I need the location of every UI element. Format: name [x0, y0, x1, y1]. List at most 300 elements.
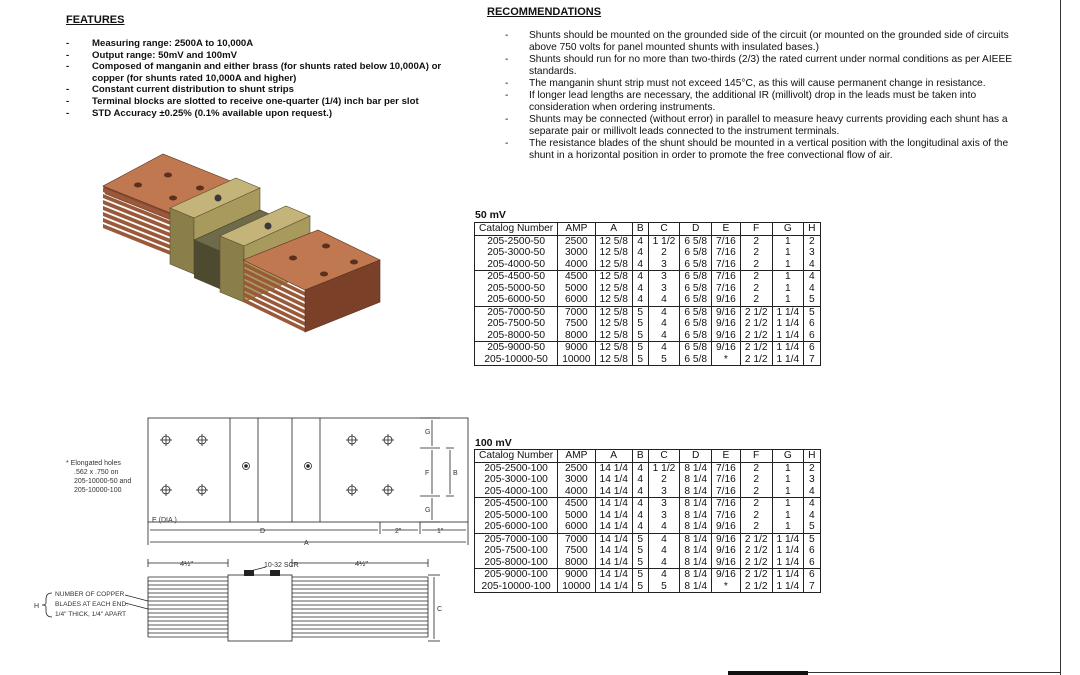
table-cell: 4	[648, 557, 680, 569]
table-cell: 205-9000-100	[475, 569, 558, 581]
table-cell: 6	[804, 569, 820, 581]
table-cell: 7/16	[712, 474, 741, 486]
table-cell: 2	[648, 247, 680, 259]
table-cell: 4	[648, 569, 680, 581]
table-row	[475, 545, 821, 557]
table-cell: 12 5/8	[595, 235, 632, 247]
table-cell: 4	[648, 533, 680, 545]
table-cell: 4500	[558, 271, 595, 283]
table-cell: 205-2500-50	[475, 235, 558, 247]
table-cell: 3	[804, 247, 820, 259]
footer-bar	[728, 671, 808, 675]
table-row	[475, 533, 821, 545]
table-cell: 205-8000-50	[475, 330, 558, 342]
table-cell: 6	[804, 342, 820, 354]
dim-label-g-bottom: G	[425, 507, 431, 514]
recommendation-item: - If longer lead lengths are necessary, the additional IR (millivolt) drop in the leads must be taken into consideration when ordering instruments.	[505, 90, 1035, 114]
column-header: A	[595, 450, 632, 463]
table-cell: 7/16	[712, 283, 741, 295]
table-cell: 2	[740, 294, 772, 306]
column-header: A	[595, 223, 632, 236]
table-cell: 2 1/2	[740, 545, 772, 557]
table-cell: 4	[648, 318, 680, 330]
dim-label-2in: 2"	[395, 528, 402, 535]
table-cell: 9/16	[712, 557, 741, 569]
table-cell: 9/16	[712, 342, 741, 354]
table-cell: 6 5/8	[680, 247, 712, 259]
table-cell: 205-5000-100	[475, 510, 558, 522]
table-cell: 2 1/2	[740, 330, 772, 342]
table-cell: 1 1/2	[648, 462, 680, 474]
table-cell: 7	[804, 581, 820, 593]
table-cell: 12 5/8	[595, 271, 632, 283]
table-cell: 2	[804, 235, 820, 247]
table-cell: 205-4500-100	[475, 498, 558, 510]
elongated-note-line-2: .562 x .750 on	[74, 469, 119, 476]
table-cell: 205-7500-100	[475, 545, 558, 557]
table-cell: 14 1/4	[595, 569, 632, 581]
table-cell: 8 1/4	[680, 510, 712, 522]
table-cell: 6	[804, 318, 820, 330]
table-cell: 1	[772, 283, 804, 295]
table-cell: 1 1/4	[772, 354, 804, 366]
dim-label-e: E (DIA.)	[152, 517, 177, 524]
table-row	[475, 247, 821, 259]
table-cell: 1 1/2	[648, 235, 680, 247]
table-cell: 14 1/4	[595, 557, 632, 569]
table-cell: 205-5000-50	[475, 283, 558, 295]
table-cell: 7/16	[712, 498, 741, 510]
table-cell: 4	[632, 462, 648, 474]
row-group	[475, 533, 821, 569]
table-cell: 205-7000-100	[475, 533, 558, 545]
table-cell: 4	[632, 247, 648, 259]
table-cell: 5	[632, 306, 648, 318]
table-cell: 5	[632, 330, 648, 342]
table-cell: 4	[632, 486, 648, 498]
table-cell: 5	[632, 569, 648, 581]
table-cell: 5	[632, 318, 648, 330]
table-cell: 4	[648, 521, 680, 533]
table-cell: 9/16	[712, 569, 741, 581]
table-cell: 1	[772, 271, 804, 283]
table-cell: 4000	[558, 486, 595, 498]
table-cell: 7	[804, 354, 820, 366]
table-cell: 205-9000-50	[475, 342, 558, 354]
table-cell: 2	[740, 510, 772, 522]
recommendation-item: - The manganin shunt strip must not exceed 145°C, as this will cause permanent change in resistance.	[505, 78, 1035, 90]
column-header: G	[772, 450, 804, 463]
table-row	[475, 581, 821, 593]
table-cell: 205-3000-50	[475, 247, 558, 259]
table-cell: 2 1/2	[740, 557, 772, 569]
table-cell: 205-7500-50	[475, 318, 558, 330]
table-cell: 5	[804, 533, 820, 545]
table-row	[475, 235, 821, 247]
column-header: H	[804, 450, 820, 463]
table-cell: 8 1/4	[680, 521, 712, 533]
blade-note-line-1: NUMBER OF COPPER	[55, 591, 125, 598]
table-cell: 4	[632, 498, 648, 510]
row-group	[475, 462, 821, 498]
dim-label-1in: 1"	[437, 528, 444, 535]
table-50mv-title: 50 mV	[475, 209, 506, 221]
table-cell: 4	[804, 271, 820, 283]
table-cell: 2500	[558, 462, 595, 474]
table-cell: 7/16	[712, 271, 741, 283]
blade-note-line-2: BLADES AT EACH END.	[55, 601, 129, 608]
table-cell: 6 5/8	[680, 283, 712, 295]
table-cell: 14 1/4	[595, 474, 632, 486]
table-cell: 12 5/8	[595, 283, 632, 295]
table-cell: 5	[648, 354, 680, 366]
table-cell: 14 1/4	[595, 521, 632, 533]
table-cell: 2 1/2	[740, 354, 772, 366]
table-cell: 4	[804, 498, 820, 510]
table-cell: 7/16	[712, 510, 741, 522]
table-cell: 3	[648, 283, 680, 295]
table-row	[475, 569, 821, 581]
table-cell: 4	[804, 510, 820, 522]
table-cell: 6 5/8	[680, 235, 712, 247]
table-row	[475, 510, 821, 522]
feature-item: - Terminal blocks are slotted to receive one-quarter (1/4) inch bar per slot	[66, 96, 466, 108]
table-row	[475, 306, 821, 318]
table-cell: 14 1/4	[595, 533, 632, 545]
column-header: C	[648, 223, 680, 236]
table-cell: 5000	[558, 510, 595, 522]
recommendations-heading: RECOMMENDATIONS	[487, 6, 602, 18]
table-cell: 8000	[558, 557, 595, 569]
table-cell: 9/16	[712, 545, 741, 557]
table-cell: 5	[648, 581, 680, 593]
column-header: E	[712, 223, 741, 236]
table-cell: 14 1/4	[595, 486, 632, 498]
row-group	[475, 342, 821, 366]
dim-label-b: B	[453, 470, 458, 477]
table-cell: 4	[632, 510, 648, 522]
table-cell: 4	[632, 283, 648, 295]
recommendation-item: - The resistance blades of the shunt should be mounted in a vertical position with the longitudinal axis of the shunt in a horizontal position in order to promote the free convectional flow of air.	[505, 138, 1035, 162]
table-cell: 1 1/4	[772, 557, 804, 569]
table-cell: 7/16	[712, 247, 741, 259]
table-cell: 2	[740, 521, 772, 533]
table-cell: 1	[772, 294, 804, 306]
table-cell: 8 1/4	[680, 486, 712, 498]
table-row	[475, 462, 821, 474]
column-header: F	[740, 450, 772, 463]
table-cell: 2	[740, 474, 772, 486]
table-cell: 6 5/8	[680, 330, 712, 342]
table-cell: 2	[740, 259, 772, 271]
top-view-drawing	[60, 400, 470, 550]
table-cell: 8 1/4	[680, 474, 712, 486]
table-cell: 7/16	[712, 235, 741, 247]
table-cell: 6 5/8	[680, 259, 712, 271]
table-cell: 8000	[558, 330, 595, 342]
dim-label-c: C	[437, 606, 443, 613]
table-cell: 7/16	[712, 486, 741, 498]
table-cell: 9/16	[712, 521, 741, 533]
table-cell: 9/16	[712, 306, 741, 318]
table-cell: 4	[632, 259, 648, 271]
table-cell: 4500	[558, 498, 595, 510]
table-cell: 12 5/8	[595, 294, 632, 306]
features-list	[66, 38, 466, 119]
table-cell: 5	[632, 557, 648, 569]
table-50mv	[474, 222, 821, 366]
table-cell: 2 1/2	[740, 533, 772, 545]
table-50mv-header-row	[475, 223, 821, 236]
table-cell: 2 1/2	[740, 581, 772, 593]
table-cell: 6	[804, 545, 820, 557]
column-header: Catalog Number	[475, 223, 558, 236]
table-cell: 205-7000-50	[475, 306, 558, 318]
table-cell: 5000	[558, 283, 595, 295]
row-group	[475, 569, 821, 593]
table-cell: 7/16	[712, 462, 741, 474]
table-cell: 1 1/4	[772, 330, 804, 342]
column-header: E	[712, 450, 741, 463]
dim-label-h: H	[34, 603, 40, 610]
table-cell: 14 1/4	[595, 498, 632, 510]
table-cell: 2	[740, 271, 772, 283]
table-cell: 3000	[558, 474, 595, 486]
table-cell: 4	[648, 306, 680, 318]
table-cell: 12 5/8	[595, 306, 632, 318]
table-row	[475, 259, 821, 271]
table-cell: 8 1/4	[680, 498, 712, 510]
table-cell: 1 1/4	[772, 581, 804, 593]
table-cell: 5	[804, 294, 820, 306]
table-cell: 12 5/8	[595, 330, 632, 342]
table-row	[475, 498, 821, 510]
table-cell: 1 1/4	[772, 545, 804, 557]
table-cell: 8 1/4	[680, 557, 712, 569]
recommendation-item: - Shunts should run for no more than two-thirds (2/3) the rated current under normal conditions as per AIEEE standards.	[505, 54, 1035, 78]
column-header: C	[648, 450, 680, 463]
table-cell: 4	[804, 259, 820, 271]
table-row	[475, 330, 821, 342]
table-row	[475, 342, 821, 354]
table-cell: 1	[772, 498, 804, 510]
row-group	[475, 235, 821, 271]
table-cell: 4	[632, 235, 648, 247]
table-cell: 5	[632, 581, 648, 593]
dim-label-d: D	[260, 528, 266, 535]
table-cell: 9/16	[712, 294, 741, 306]
table-cell: 9/16	[712, 330, 741, 342]
table-cell: 3	[648, 498, 680, 510]
table-cell: 205-10000-100	[475, 581, 558, 593]
column-header: F	[740, 223, 772, 236]
table-cell: 8 1/4	[680, 462, 712, 474]
table-cell: 4	[632, 521, 648, 533]
table-cell: 9/16	[712, 533, 741, 545]
table-cell: 6	[804, 330, 820, 342]
table-cell: 2	[740, 235, 772, 247]
elongated-note-line-4: 205-10000-100	[74, 487, 122, 494]
table-cell: 14 1/4	[595, 510, 632, 522]
table-cell: 6 5/8	[680, 342, 712, 354]
table-cell: 4	[632, 294, 648, 306]
dim-label-a: A	[304, 540, 309, 547]
side-view-drawing	[30, 555, 450, 650]
table-100mv-header-row	[475, 450, 821, 463]
table-cell: 3	[648, 486, 680, 498]
table-cell: 9000	[558, 569, 595, 581]
table-cell: 12 5/8	[595, 318, 632, 330]
table-cell: 1 1/4	[772, 318, 804, 330]
table-cell: 2 1/2	[740, 569, 772, 581]
table-cell: 2 1/2	[740, 342, 772, 354]
table-cell: *	[712, 581, 741, 593]
table-cell: 4	[804, 486, 820, 498]
elongated-note-line-3: 205-10000-50 and	[74, 478, 132, 485]
table-cell: 12 5/8	[595, 259, 632, 271]
table-cell: 3000	[558, 247, 595, 259]
feature-item: - Constant current distribution to shunt strips	[66, 84, 466, 96]
table-row	[475, 294, 821, 306]
table-cell: *	[712, 354, 741, 366]
table-cell: 205-8000-100	[475, 557, 558, 569]
column-header: D	[680, 450, 712, 463]
table-cell: 7000	[558, 306, 595, 318]
table-cell: 14 1/4	[595, 545, 632, 557]
table-cell: 5	[632, 354, 648, 366]
table-cell: 1	[772, 259, 804, 271]
table-cell: 1	[772, 510, 804, 522]
table-cell: 1	[772, 247, 804, 259]
table-cell: 1	[772, 521, 804, 533]
column-header: AMP	[558, 450, 595, 463]
table-cell: 10000	[558, 581, 595, 593]
table-cell: 6000	[558, 521, 595, 533]
table-cell: 4	[648, 545, 680, 557]
column-header: B	[632, 450, 648, 463]
table-cell: 2	[740, 283, 772, 295]
table-row	[475, 486, 821, 498]
table-cell: 5	[632, 342, 648, 354]
length-label-left: 4½"	[180, 559, 194, 568]
table-row	[475, 557, 821, 569]
table-cell: 2	[648, 474, 680, 486]
column-header: B	[632, 223, 648, 236]
table-cell: 2	[740, 498, 772, 510]
table-cell: 4	[648, 294, 680, 306]
table-cell: 205-10000-50	[475, 354, 558, 366]
table-cell: 205-3000-100	[475, 474, 558, 486]
table-cell: 5	[804, 521, 820, 533]
column-header: H	[804, 223, 820, 236]
table-cell: 1	[772, 235, 804, 247]
table-cell: 12 5/8	[595, 342, 632, 354]
length-label-right: 4½"	[355, 559, 369, 568]
table-cell: 2	[804, 462, 820, 474]
table-cell: 6 5/8	[680, 306, 712, 318]
row-group	[475, 306, 821, 342]
table-cell: 8 1/4	[680, 533, 712, 545]
recommendations-list	[505, 30, 1035, 162]
table-cell: 2 1/2	[740, 318, 772, 330]
table-cell: 14 1/4	[595, 462, 632, 474]
table-cell: 9/16	[712, 318, 741, 330]
table-cell: 6 5/8	[680, 271, 712, 283]
table-cell: 1	[772, 462, 804, 474]
table-cell: 7/16	[712, 259, 741, 271]
table-cell: 2	[740, 247, 772, 259]
table-cell: 5	[632, 533, 648, 545]
footer-rule	[808, 672, 1060, 673]
table-row	[475, 521, 821, 533]
table-cell: 8 1/4	[680, 581, 712, 593]
table-cell: 14 1/4	[595, 581, 632, 593]
recommendation-item: - Shunts may be connected (without error) in parallel to measure heavy currents providing each shunt has a separate pair or millivolt leads connected to the instrument terminals.	[505, 114, 1035, 138]
table-cell: 205-6000-100	[475, 521, 558, 533]
column-header: Catalog Number	[475, 450, 558, 463]
row-group	[475, 498, 821, 534]
table-cell: 5	[804, 306, 820, 318]
table-cell: 205-2500-100	[475, 462, 558, 474]
table-cell: 12 5/8	[595, 354, 632, 366]
elongated-note-line-1: * Elongated holes	[66, 460, 121, 467]
table-100mv-title: 100 mV	[475, 437, 512, 449]
table-cell: 3	[648, 510, 680, 522]
table-cell: 4	[648, 330, 680, 342]
row-group	[475, 271, 821, 307]
table-cell: 205-4500-50	[475, 271, 558, 283]
table-cell: 6 5/8	[680, 294, 712, 306]
table-cell: 3	[648, 259, 680, 271]
table-100mv	[474, 449, 821, 593]
recommendation-item: - Shunts should be mounted on the grounded side of the circuit (or mounted on the grounded side of circuits above 750 volts for panel mounted shunts with insulated bases.)	[505, 30, 1035, 54]
table-cell: 2	[740, 486, 772, 498]
table-cell: 1 1/4	[772, 306, 804, 318]
table-cell: 2	[740, 462, 772, 474]
table-cell: 4	[632, 271, 648, 283]
table-cell: 4	[648, 342, 680, 354]
feature-item: - Composed of manganin and either brass (for shunts rated below 10,000A) or copper (for shunts rated 10,000A and higher)	[66, 61, 466, 84]
table-cell: 1 1/4	[772, 569, 804, 581]
dim-label-f: F	[425, 470, 430, 477]
table-cell: 6000	[558, 294, 595, 306]
table-cell: 6 5/8	[680, 318, 712, 330]
table-cell: 8 1/4	[680, 569, 712, 581]
column-header: G	[772, 223, 804, 236]
table-cell: 3	[648, 271, 680, 283]
table-row	[475, 318, 821, 330]
table-cell: 4000	[558, 259, 595, 271]
column-header: D	[680, 223, 712, 236]
table-cell: 3	[804, 474, 820, 486]
table-cell: 9000	[558, 342, 595, 354]
table-cell: 6 5/8	[680, 354, 712, 366]
table-cell: 1	[772, 474, 804, 486]
table-cell: 4	[804, 283, 820, 295]
table-cell: 1 1/4	[772, 533, 804, 545]
feature-item: - STD Accuracy ±0.25% (0.1% available upon request.)	[66, 108, 466, 120]
table-cell: 7500	[558, 545, 595, 557]
feature-item: - Output range: 50mV and 100mV	[66, 50, 466, 62]
table-cell: 4	[632, 474, 648, 486]
table-cell: 10000	[558, 354, 595, 366]
table-row	[475, 283, 821, 295]
table-cell: 2 1/2	[740, 306, 772, 318]
blade-note-line-3: 1/4" THICK, 1/4" APART	[55, 611, 127, 618]
table-cell: 7000	[558, 533, 595, 545]
table-cell: 205-4000-50	[475, 259, 558, 271]
table-cell: 1	[772, 486, 804, 498]
